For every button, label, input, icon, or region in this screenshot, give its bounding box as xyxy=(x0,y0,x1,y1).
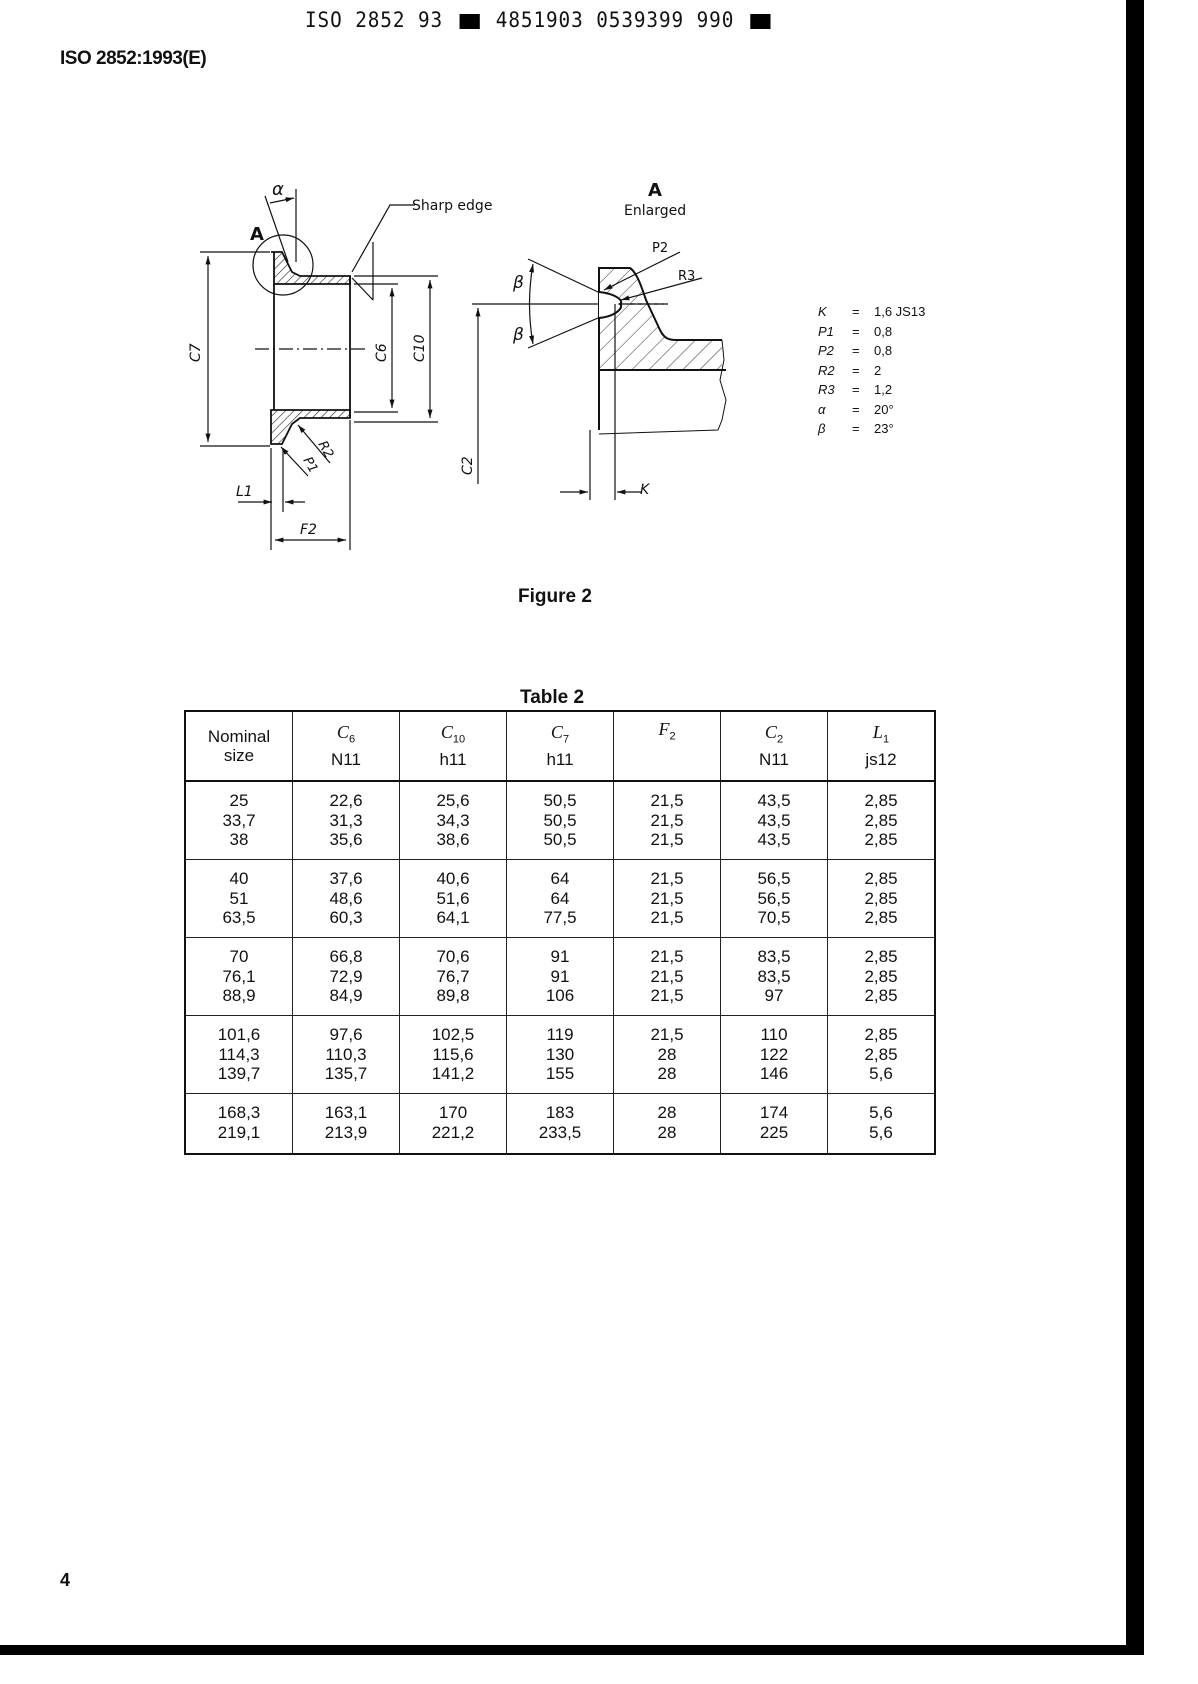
label-f2: F2 xyxy=(300,522,317,538)
table-cell-c10: 25,6 34,3 38,6 xyxy=(400,781,507,860)
table-cell-f2: 28 28 xyxy=(614,1094,721,1155)
document-id: ISO 2852:1993(E) xyxy=(60,48,207,69)
legend-row: α = 20° xyxy=(818,401,894,417)
figure-caption: Figure 2 xyxy=(518,586,592,607)
label-enlarged: Enlarged xyxy=(624,203,687,219)
header-nominal-size: Nominal size xyxy=(185,711,293,781)
page-border-bottom xyxy=(0,1645,1144,1655)
label-c10: C10 xyxy=(412,334,428,362)
label-p2: P2 xyxy=(652,241,669,256)
page-number: 4 xyxy=(60,1570,71,1590)
label-sharp-edge: Sharp edge xyxy=(412,198,493,214)
table-cell-c6: 163,1 213,9 xyxy=(293,1094,400,1155)
label-c2: C2 xyxy=(460,456,476,475)
table-cell-nominal: 25 33,7 38 xyxy=(185,781,293,860)
table-cell-f2: 21,5 21,5 21,5 xyxy=(614,938,721,1016)
table-cell-c10: 102,5 115,6 141,2 xyxy=(400,1016,507,1094)
table-cell-l1: 2,85 2,85 2,85 xyxy=(828,860,936,938)
barcode-text-2: 4851903 0539399 990 xyxy=(495,8,735,32)
table-cell-f2: 21,5 21,5 21,5 xyxy=(614,781,721,860)
header-c2: $C_2$ N11 xyxy=(721,711,828,781)
table-row-group xyxy=(185,1094,935,1155)
label-r2: R2 xyxy=(314,438,337,461)
figure-legend xyxy=(818,302,925,439)
table-cell-nominal: 168,3 219,1 xyxy=(185,1094,293,1155)
table-cell-nominal: 40 51 63,5 xyxy=(185,860,293,938)
table-cell-c2: 83,5 83,5 97 xyxy=(721,938,828,1016)
barcode-text-1: ISO 2852 93 xyxy=(305,8,444,32)
table-row-group xyxy=(185,1016,935,1094)
header-c10: $C_{10}$ h11 xyxy=(400,711,507,781)
table-cell-c10: 170 221,2 xyxy=(400,1094,507,1155)
legend-row: β = 23° xyxy=(818,421,894,436)
figure-2-drawing xyxy=(0,0,1198,600)
table-cell-c6: 66,8 72,9 84,9 xyxy=(293,938,400,1016)
table-cell-c2: 110 122 146 xyxy=(721,1016,828,1094)
label-beta-top: β xyxy=(513,273,524,293)
table-cell-f2: 21,5 28 28 xyxy=(614,1016,721,1094)
legend-row: P2 = 0,8 xyxy=(818,343,893,358)
table-cell-c7: 50,5 50,5 50,5 xyxy=(507,781,614,860)
label-detail-a: A xyxy=(250,224,264,245)
label-alpha: α xyxy=(272,179,284,200)
table-cell-f2: 21,5 21,5 21,5 xyxy=(614,860,721,938)
label-k: K xyxy=(640,482,650,498)
legend-row: R2 = 2 xyxy=(818,362,882,378)
table-row-group xyxy=(185,938,935,1016)
table-cell-c6: 97,6 110,3 135,7 xyxy=(293,1016,400,1094)
legend-row: R3 = 1,2 xyxy=(818,382,893,397)
table-cell-l1: 2,85 2,85 5,6 xyxy=(828,1016,936,1094)
table-cell-c6: 22,6 31,3 35,6 xyxy=(293,781,400,860)
label-c7: C7 xyxy=(188,343,204,362)
header-f2: $F_2$ xyxy=(614,711,721,781)
label-detail-title: A xyxy=(648,180,662,201)
table-caption: Table 2 xyxy=(520,687,585,708)
header-c7: $C_7$ h11 xyxy=(507,711,614,781)
table-cell-c10: 70,6 76,7 89,8 xyxy=(400,938,507,1016)
table-cell-c7: 183 233,5 xyxy=(507,1094,614,1155)
label-p1: P1 xyxy=(299,454,321,476)
table-cell-nominal: 70 76,1 88,9 xyxy=(185,938,293,1016)
label-r3: R3 xyxy=(678,269,696,284)
table-cell-c7: 91 91 106 xyxy=(507,938,614,1016)
table-row-group xyxy=(185,860,935,938)
table-cell-l1: 5,6 5,6 xyxy=(828,1094,936,1155)
table-cell-c2: 56,5 56,5 70,5 xyxy=(721,860,828,938)
legend-row: P1 = 0,8 xyxy=(818,323,893,339)
table-header-row xyxy=(185,711,935,781)
table-cell-c6: 37,6 48,6 60,3 xyxy=(293,860,400,938)
table-cell-l1: 2,85 2,85 2,85 xyxy=(828,938,936,1016)
table-cell-l1: 2,85 2,85 2,85 xyxy=(828,781,936,860)
table-cell-c7: 64 64 77,5 xyxy=(507,860,614,938)
label-l1: L1 xyxy=(236,484,253,500)
dimensions-table xyxy=(184,710,936,1155)
table-cell-c2: 174 225 xyxy=(721,1094,828,1155)
header-c6: $C_6$ N11 xyxy=(293,711,400,781)
table-cell-c10: 40,6 51,6 64,1 xyxy=(400,860,507,938)
table-cell-c7: 119 130 155 xyxy=(507,1016,614,1094)
label-beta-bottom: β xyxy=(513,325,524,345)
table-cell-nominal: 101,6 114,3 139,7 xyxy=(185,1016,293,1094)
legend-row: K = 1,6 JS13 xyxy=(818,304,926,319)
table-cell-c2: 43,5 43,5 43,5 xyxy=(721,781,828,860)
label-c6: C6 xyxy=(374,343,390,362)
table-row-group xyxy=(185,781,935,860)
header-l1: $L_1$ js12 xyxy=(828,711,936,781)
